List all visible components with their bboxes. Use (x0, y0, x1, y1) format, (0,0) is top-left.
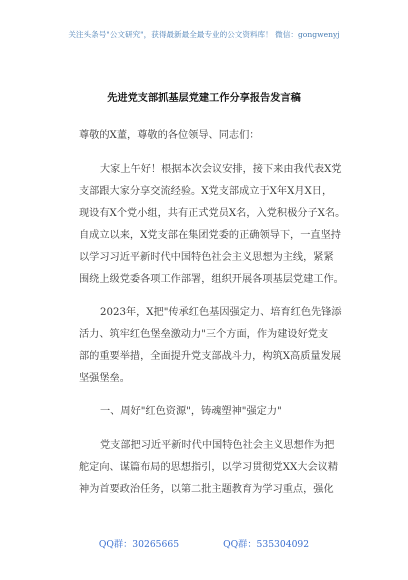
section-heading: 一、周好"红色资源"，铸魂塑神"强定力" (100, 406, 282, 417)
qq-group-2: QQ群：535304092 (223, 539, 310, 550)
paragraph-line: 支部跟大家分享交流经验。X党支部成立于X年X月X日， (79, 186, 333, 197)
paragraph-line: 坚强堡垒。 (79, 373, 130, 384)
paragraph-line: 以学习习近平新时代中国特色社会主义思想为主线，紧紧 (79, 252, 334, 263)
paragraph-line: 活力、筑牢红色堡垒激动力"三个方面，作为建设好党支 (79, 329, 329, 340)
header-notice: 关注头条号"公文研究"，获得最新最全最专业的公文资料库！ 微信：gongwenyj (68, 30, 340, 39)
paragraph-line: 大家上午好！根据本次会议安排，接下来由我代表X党 (100, 164, 342, 175)
paragraph-line: 围绕上级党委各项工作部署，组织开展各项基层党建工作。 (79, 274, 344, 285)
paragraph-line: 舵定向、谋篇布局的思想指引，以学习贯彻党XX大会议精 (79, 462, 339, 473)
qq-group-1: QQ群：30265665 (98, 539, 180, 550)
paragraph-line: 神为首要政治任务，以第二批主题教育为学习重点，强化 (79, 484, 334, 495)
salutation-line: 尊敬的X董，尊敬的各位领导、同志们： (79, 130, 260, 141)
document-title: 先进党支部抓基层党建工作分享报告发言稿 (107, 92, 301, 104)
paragraph-line: 现设有X个党小组，共有正式党员X名，入党积极分子X名。 (79, 208, 346, 219)
paragraph-line: 部的重要举措，全面提升党支部战斗力，构筑X高质量发展 (79, 351, 341, 362)
footer-contact (0, 536, 408, 550)
paragraph-line: 党支部把习近平新时代中国特色社会主义思想作为把 (100, 440, 335, 451)
paragraph-line: 自成立以来，X党支部在集团党委的正确领导下，一直坚持 (79, 230, 341, 241)
paragraph-line: 2023年，X把"传承红色基因强定力、培育红色先锋添 (100, 307, 342, 318)
